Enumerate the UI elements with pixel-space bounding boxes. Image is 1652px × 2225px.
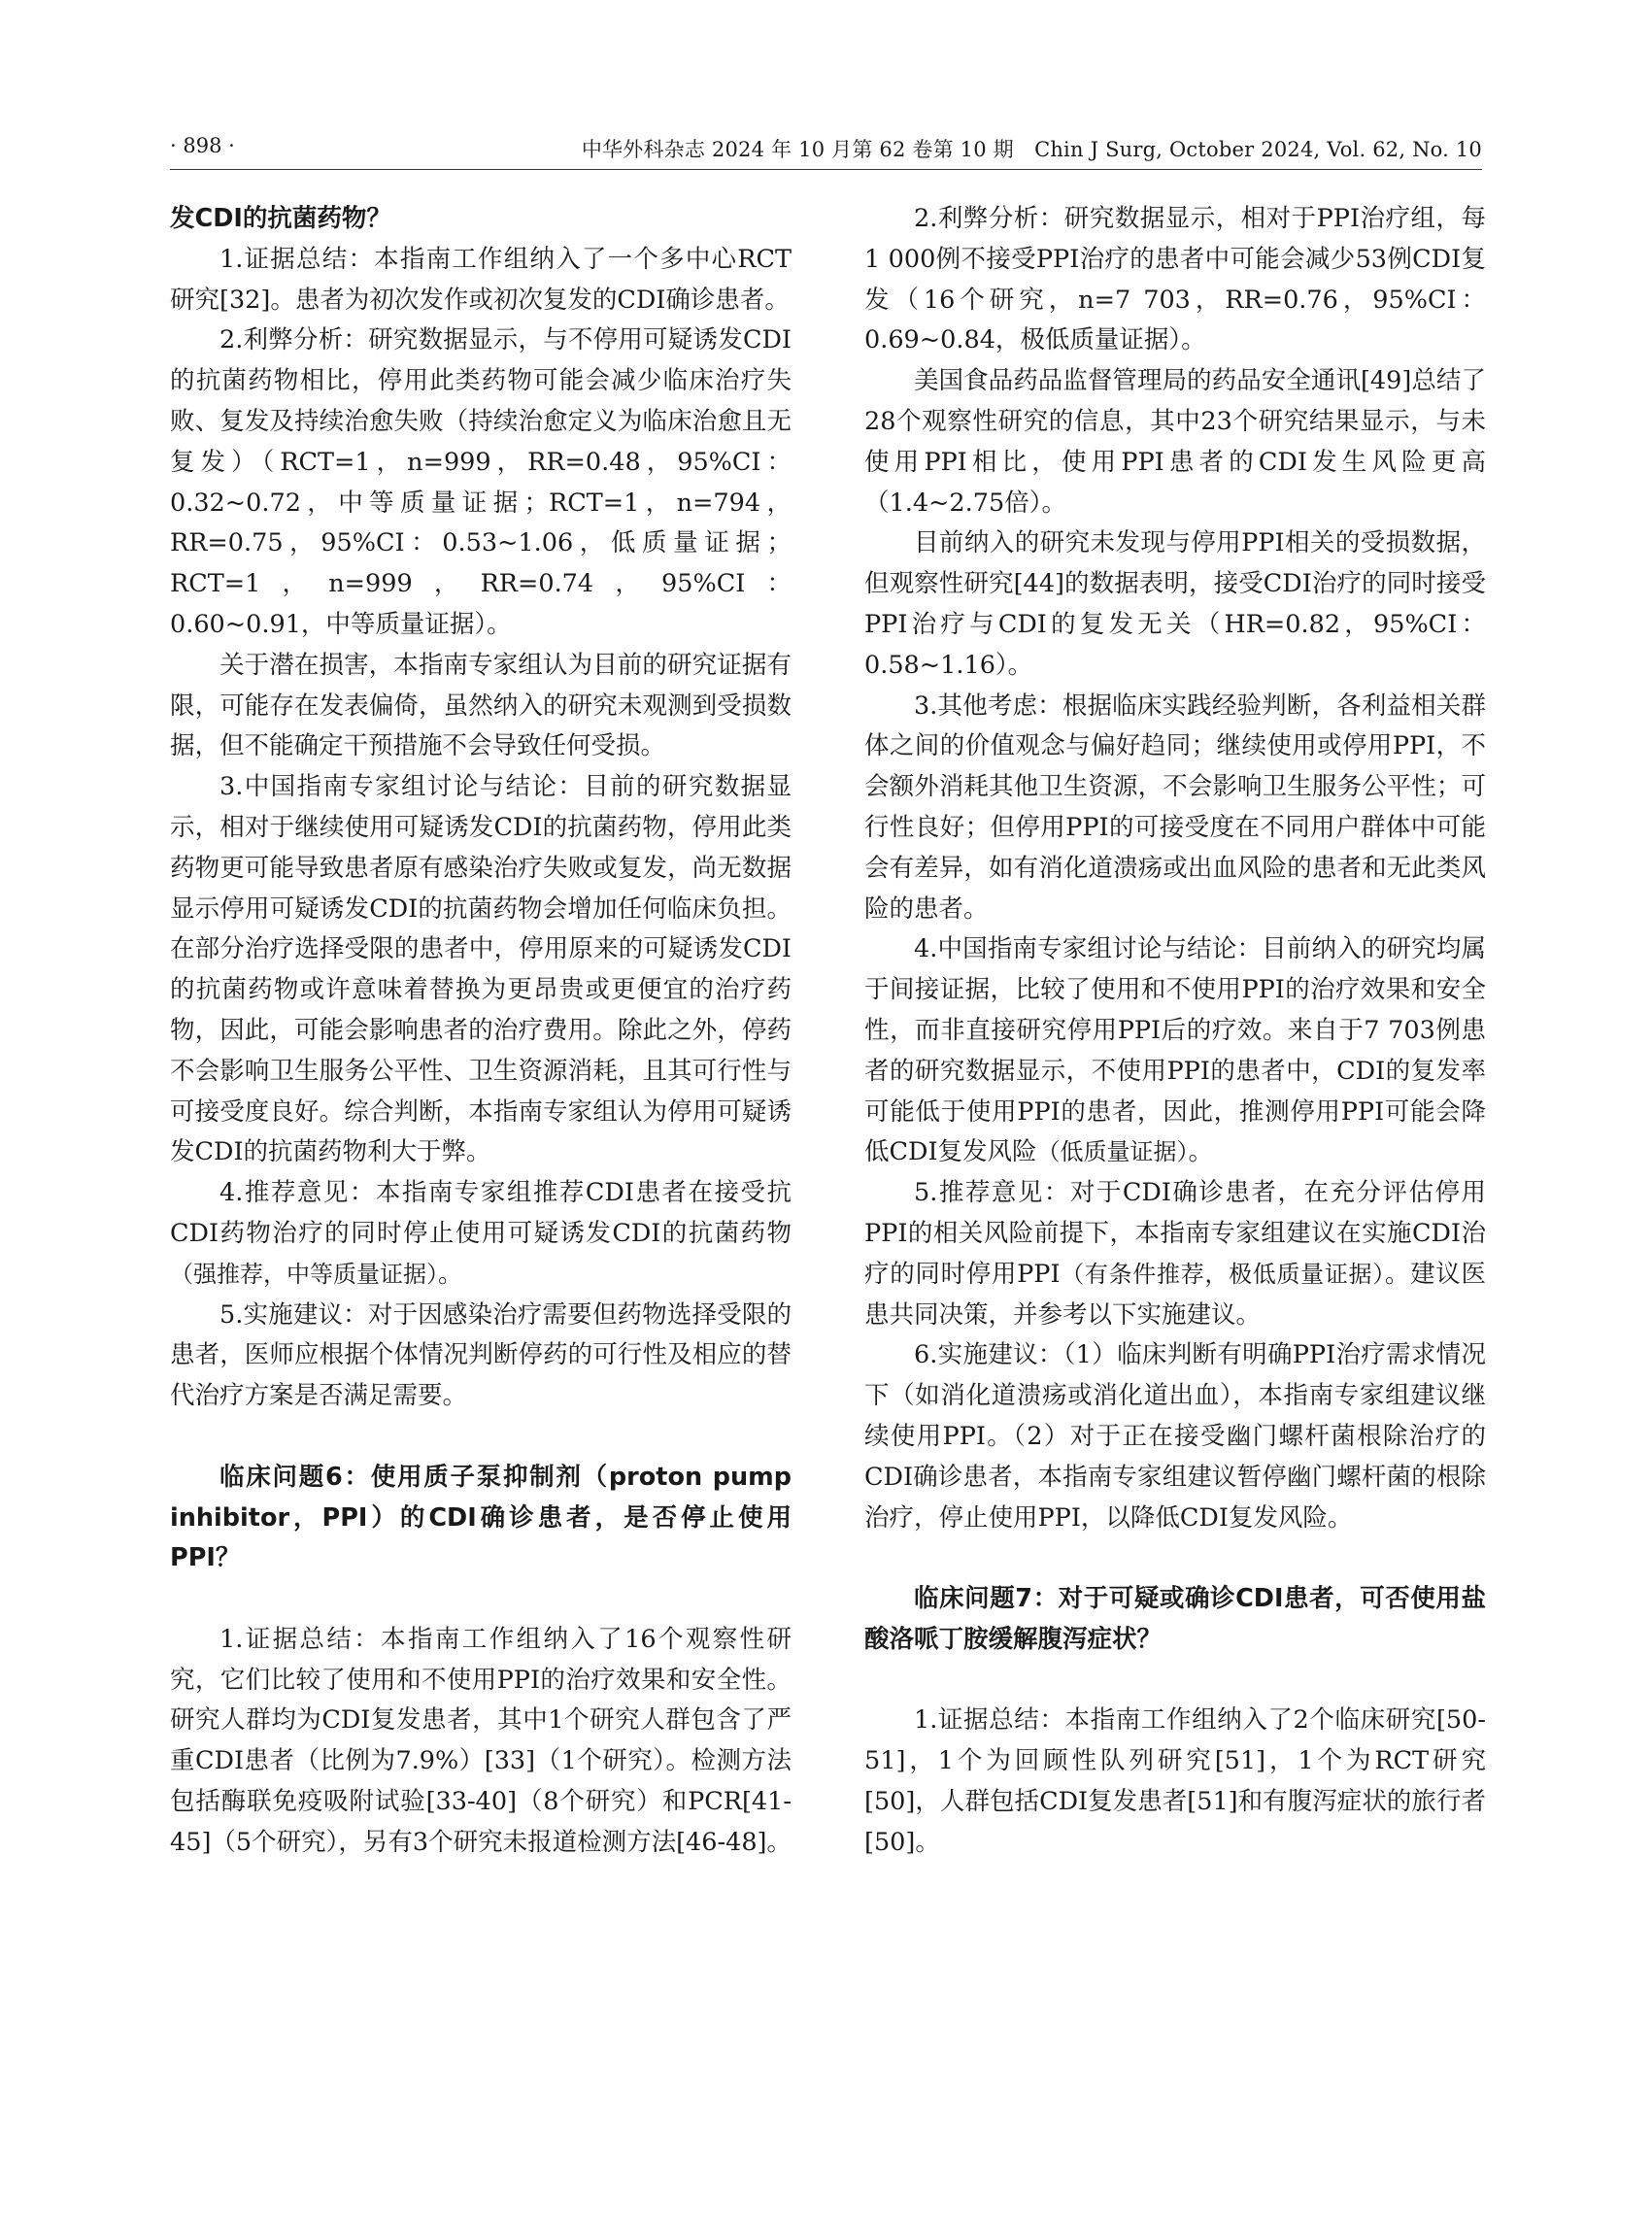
spacer: [170, 1417, 792, 1458]
left-column: [170, 199, 792, 1864]
spacer: [864, 1661, 1486, 1702]
evidence-grade: （低质量证据）: [1036, 1138, 1189, 1166]
paragraph: 美国食品药品监督管理局的药品安全通讯[49]总结了28个观察性研究的信息，其中23个研究结果显示，与未使用PPI相比，使用PPI患者的CDI发生风险更高（1.4~2.75倍）。: [864, 366, 1486, 518]
conclusion-text: 4.中国指南专家组讨论与结论：目前纳入的研究均属于间接证据，比较了使用和不使用PPI的治疗效果和安全性，而非直接研究停用PPI后的疗效。来自于7 703例患者的研究数据显示，不使用PPI的患者中，CDI的复发率可能低于使用PPI的患者，因此，推测停用PPI可能会降低CDI复发风险: [864, 934, 1486, 1167]
journal-citation: 中华外科杂志 2024 年 10 月第 62 卷第 10 期 Chin J Surg, October 2024, Vol. 62, No. 10: [581, 138, 1482, 161]
paragraph: 1.证据总结：本指南工作组纳入了16个观察性研究，它们比较了使用和不使用PPI的治疗效果和安全性。研究人群均为CDI复发患者，其中1个研究人群包含了严重CDI患者（比例为7.9%）[33]（1个研究）。检测方法包括酶联免疫吸附试验[33-40]（8个研究）和PCR[41-45]（5个研究），另有3个研究未报道检测方法[46-48]。: [170, 1624, 792, 1857]
paragraph: 2.利弊分析：研究数据显示，相对于PPI治疗组，每1 000例不接受PPI治疗的患者中可能会减少53例CDI复发（16个研究，n=7 703，RR=0.76，95%CI：0.69~0.84，极低质量证据）。: [864, 204, 1486, 355]
spacer: [170, 1579, 792, 1620]
paragraph: 1.证据总结：本指南工作组纳入了一个多中心RCT研究[32]。患者为初次发作或初次复发的CDI确诊患者。: [170, 244, 792, 315]
paragraph: 3.其他考虑：根据临床实践经验判断，各利益相关群体之间的价值观念与偏好趋同；继续使用或停用PPI，不会额外消耗其他卫生资源，不会影响卫生服务公平性；可行性良好；但停用PPI的可接受度在不同用户群体中可能会有差异，如有消化道溃疡或出血风险的患者和无此类风险的患者。: [864, 691, 1486, 924]
right-column: [864, 199, 1486, 1864]
recommendation-text: 4.推荐意见：本指南专家组推荐CDI患者在接受抗CDI药物治疗的同时停止使用可疑诱发CDI的抗菌药物: [170, 1178, 792, 1248]
running-header: [170, 134, 1482, 167]
paragraph: 关于潜在损害，本指南专家组认为目前的研究证据有限，可能存在发表偏倚，虽然纳入的研究未观测到受损数据，但不能确定干预措施不会导致任何受损。: [170, 650, 792, 761]
conclusion-paragraph: [864, 929, 1486, 1173]
recommendation-end: 。建议医患共同决策，并参考以下实施建议。: [864, 1259, 1486, 1330]
recommendation-paragraph: [864, 1173, 1486, 1335]
recommendation-grade: （强推荐，中等质量证据）: [170, 1260, 438, 1288]
recommendation-grade: （有条件推荐，极低质量证据）: [1060, 1260, 1385, 1288]
paragraph: 1.证据总结：本指南工作组纳入了2个临床研究[50-51]，1个为回顾性队列研究[51]，1个为RCT研究[50]，人群包括CDI复发患者[51]和有腹泻症状的旅行者[50]。: [864, 1705, 1486, 1857]
question-continuation: 发CDI的抗菌药物？: [170, 204, 391, 233]
paragraph: 5.实施建议：对于因感染治疗需要但药物选择受限的患者，医师应根据个体情况判断停药的可行性及相应的替代治疗方案是否满足需要。: [170, 1299, 792, 1411]
paragraph: 6.实施建议：（1）临床判断有明确PPI治疗需求情况下（如消化道溃疡或消化道出血），本指南专家组建议继续使用PPI。（2）对于正在接受幽门螺杆菌根除治疗的CDI确诊患者，本指南专家组建议暂停幽门螺杆菌的根除治疗，停止使用PPI，以降低CDI复发风险。: [864, 1340, 1486, 1533]
clinical-question-7-heading: 临床问题7：对于可疑或确诊CDI患者，可否使用盐酸洛哌丁胺缓解腹泻症状？: [864, 1584, 1486, 1654]
recommendation-text: 5.推荐意见：对于CDI确诊患者，在充分评估停用PPI的相关风险前提下，本指南专家组建议在实施CDI治疗的同时停用PPI: [864, 1178, 1486, 1289]
paragraph: 目前纳入的研究未发现与停用PPI相关的受损数据，但观察性研究[44]的数据表明，接受CDI治疗的同时接受PPI治疗与CDI的复发无关（HR=0.82，95%CI：0.58~1.16）。: [864, 528, 1486, 680]
page-number: · 898 ·: [170, 134, 235, 157]
recommendation-paragraph: [170, 1173, 792, 1295]
spacer: [864, 1538, 1486, 1579]
conclusion-end: 。: [1188, 1137, 1214, 1167]
header-rule: [170, 169, 1482, 170]
recommendation-end: 。: [438, 1259, 463, 1289]
paragraph: 2.利弊分析：研究数据显示，与不停用可疑诱发CDI的抗菌药物相比，停用此类药物可能会减少临床治疗失败、复发及持续治愈失败（持续治愈定义为临床治愈且无复发）（RCT=1，n=999，RR=0.48，95%CI：0.32~0.72，中等质量证据；RCT=1，n=794，RR=0.75，95%CI：0.53~1.06，低质量证据；RCT=1，n=999，RR=0.74，95%CI：0.60~0.91，中等质量证据）。: [170, 325, 792, 639]
paragraph: 3.中国指南专家组讨论与结论：目前的研究数据显示，相对于继续使用可疑诱发CDI的抗菌药物，停用此类药物更可能导致患者原有感染治疗失败或复发，尚无数据显示停用可疑诱发CDI的抗菌药物会增加任何临床负担。在部分治疗选择受限的患者中，停用原来的可疑诱发CDI的抗菌药物或许意味着替换为更昂贵或更便宜的治疗药物，因此，可能会影响患者的治疗费用。除此之外，停药不会影响卫生服务公平性、卫生资源消耗，且其可行性与可接受度良好。综合判断，本指南专家组认为停用可疑诱发CDI的抗菌药物利大于弊。: [170, 772, 792, 1167]
clinical-question-6-heading: 临床问题6：使用质子泵抑制剂（proton pump inhibitor，PPI）的CDI确诊患者，是否停止使用PPI？: [170, 1462, 792, 1573]
